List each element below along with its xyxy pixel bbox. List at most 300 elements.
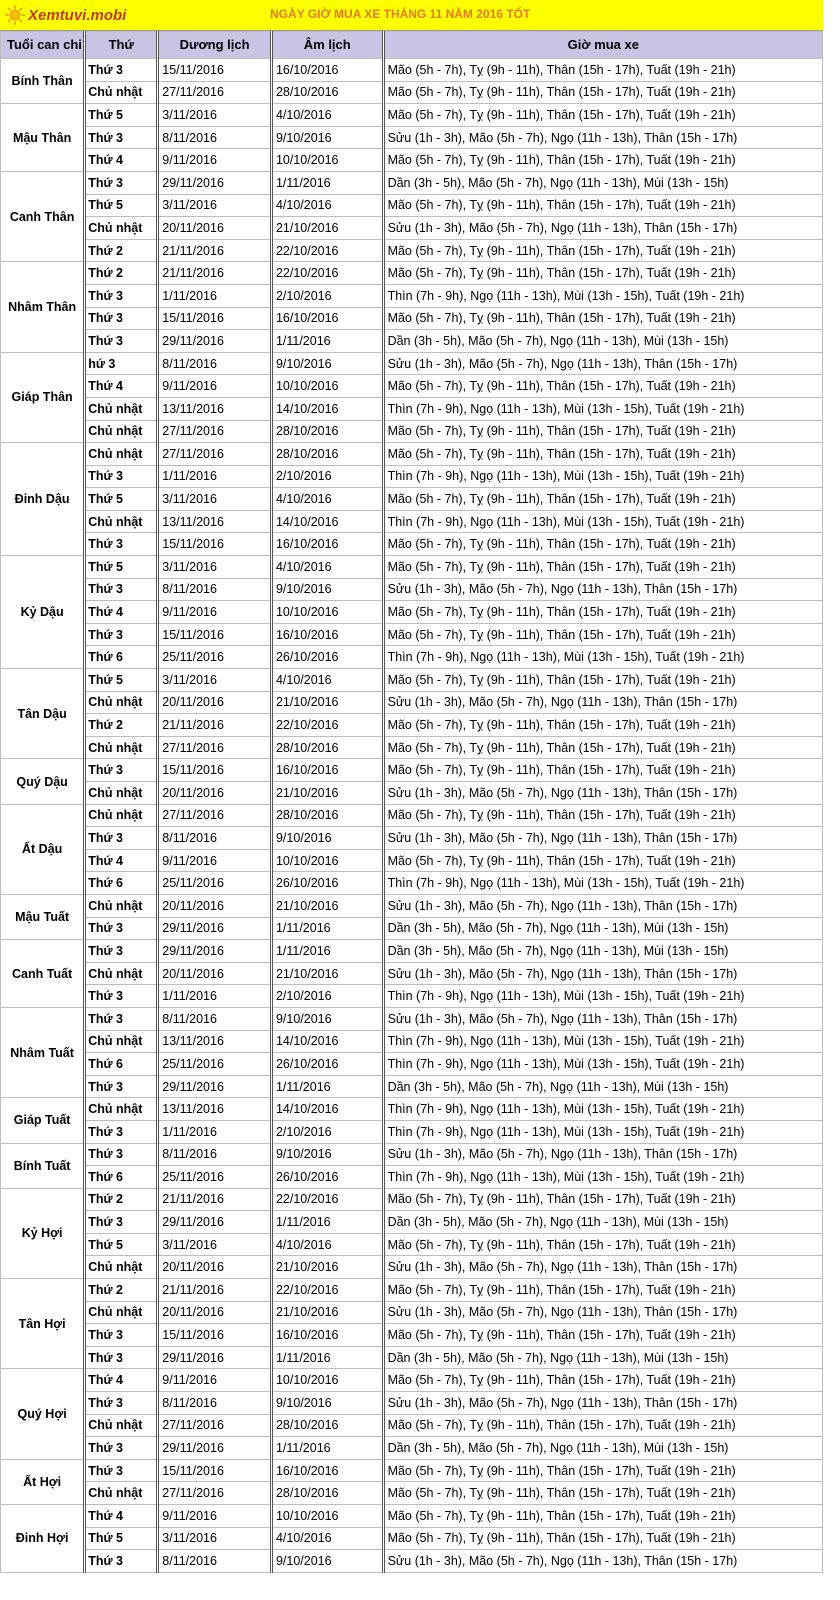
gio-mua-xe-cell: Dần (3h - 5h), Mão (5h - 7h), Ngọ (11h - 13h), Mùi (13h - 15h) xyxy=(383,330,822,353)
am-lich-cell: 9/10/2016 xyxy=(271,1550,383,1573)
thu-cell: Chủ nhật xyxy=(85,397,158,420)
duong-lich-cell: 3/11/2016 xyxy=(158,194,272,217)
tuoi-can-chi-cell: Nhâm Thân xyxy=(1,262,85,352)
duong-lich-cell: 27/11/2016 xyxy=(158,1414,272,1437)
table-row xyxy=(1,1233,823,1256)
duong-lich-cell: 29/11/2016 xyxy=(158,171,272,194)
am-lich-cell: 22/10/2016 xyxy=(271,239,383,262)
gio-mua-xe-cell: Mão (5h - 7h), Tỵ (9h - 11h), Thân (15h - 17h), Tuất (19h - 21h) xyxy=(383,488,822,511)
duong-lich-cell: 8/11/2016 xyxy=(158,1392,272,1415)
header-am-lich: Âm lịch xyxy=(271,32,383,59)
am-lich-cell: 16/10/2016 xyxy=(271,1459,383,1482)
table-row xyxy=(1,894,823,917)
duong-lich-cell: 8/11/2016 xyxy=(158,827,272,850)
am-lich-cell: 2/10/2016 xyxy=(271,284,383,307)
am-lich-cell: 4/10/2016 xyxy=(271,194,383,217)
table-row xyxy=(1,1053,823,1076)
tuoi-can-chi-cell: Tân Dậu xyxy=(1,669,85,759)
thu-cell: Chủ nhật xyxy=(85,804,158,827)
table-row xyxy=(1,1301,823,1324)
thu-cell: Thứ 3 xyxy=(85,1550,158,1573)
table-row xyxy=(1,330,823,353)
gio-mua-xe-cell: Mão (5h - 7h), Tỵ (9h - 11h), Thân (15h - 17h), Tuất (19h - 21h) xyxy=(383,601,822,624)
am-lich-cell: 1/11/2016 xyxy=(271,1075,383,1098)
table-row xyxy=(1,307,823,330)
am-lich-cell: 4/10/2016 xyxy=(271,669,383,692)
am-lich-cell: 21/10/2016 xyxy=(271,962,383,985)
thu-cell: Thứ 6 xyxy=(85,1053,158,1076)
am-lich-cell: 21/10/2016 xyxy=(271,1256,383,1279)
tuoi-can-chi-cell: Ất Hợi xyxy=(1,1459,85,1504)
table-body xyxy=(1,59,823,1573)
am-lich-cell: 16/10/2016 xyxy=(271,623,383,646)
logo[interactable] xyxy=(4,4,126,26)
thu-cell: Thứ 3 xyxy=(85,940,158,963)
thu-cell: Thứ 5 xyxy=(85,194,158,217)
duong-lich-cell: 8/11/2016 xyxy=(158,1007,272,1030)
table-row xyxy=(1,420,823,443)
table-row xyxy=(1,804,823,827)
thu-cell: Thứ 3 xyxy=(85,307,158,330)
tuoi-can-chi-cell: Tân Hợi xyxy=(1,1279,85,1369)
am-lich-cell: 21/10/2016 xyxy=(271,217,383,240)
duong-lich-cell: 29/11/2016 xyxy=(158,917,272,940)
table-row xyxy=(1,872,823,895)
thu-cell: Thứ 3 xyxy=(85,827,158,850)
table-row xyxy=(1,1437,823,1460)
gio-mua-xe-cell: Mão (5h - 7h), Tỵ (9h - 11h), Thân (15h - 17h), Tuất (19h - 21h) xyxy=(383,533,822,556)
table-row xyxy=(1,1459,823,1482)
am-lich-cell: 4/10/2016 xyxy=(271,1233,383,1256)
thu-cell: Chủ nhật xyxy=(85,691,158,714)
table-row xyxy=(1,691,823,714)
duong-lich-cell: 27/11/2016 xyxy=(158,1482,272,1505)
am-lich-cell: 9/10/2016 xyxy=(271,126,383,149)
duong-lich-cell: 27/11/2016 xyxy=(158,420,272,443)
am-lich-cell: 10/10/2016 xyxy=(271,375,383,398)
gio-mua-xe-cell: Mão (5h - 7h), Tỵ (9h - 11h), Thân (15h - 17h), Tuất (19h - 21h) xyxy=(383,1414,822,1437)
logo-text: Xemtuvi.mobi xyxy=(28,6,127,24)
thu-cell: Thứ 5 xyxy=(85,669,158,692)
am-lich-cell: 1/11/2016 xyxy=(271,330,383,353)
gio-mua-xe-cell: Mão (5h - 7h), Tỵ (9h - 11h), Thân (15h - 17h), Tuất (19h - 21h) xyxy=(383,714,822,737)
am-lich-cell: 14/10/2016 xyxy=(271,1030,383,1053)
tuoi-can-chi-cell: Canh Tuất xyxy=(1,940,85,1008)
duong-lich-cell: 20/11/2016 xyxy=(158,894,272,917)
table-row xyxy=(1,827,823,850)
thu-cell: Thứ 2 xyxy=(85,1279,158,1302)
gio-mua-xe-cell: Mão (5h - 7h), Tỵ (9h - 11h), Thân (15h - 17h), Tuất (19h - 21h) xyxy=(383,262,822,285)
gio-mua-xe-cell: Mão (5h - 7h), Tỵ (9h - 11h), Thân (15h - 17h), Tuất (19h - 21h) xyxy=(383,375,822,398)
table-row xyxy=(1,1369,823,1392)
gio-mua-xe-cell: Thìn (7h - 9h), Ngọ (11h - 13h), Mùi (13h - 15h), Tuất (19h - 21h) xyxy=(383,397,822,420)
gio-mua-xe-cell: Thìn (7h - 9h), Ngọ (11h - 13h), Mùi (13h - 15h), Tuất (19h - 21h) xyxy=(383,1053,822,1076)
duong-lich-cell: 1/11/2016 xyxy=(158,465,272,488)
duong-lich-cell: 1/11/2016 xyxy=(158,985,272,1008)
duong-lich-cell: 29/11/2016 xyxy=(158,1211,272,1234)
gio-mua-xe-cell: Mão (5h - 7h), Tỵ (9h - 11h), Thân (15h - 17h), Tuất (19h - 21h) xyxy=(383,1369,822,1392)
table-row xyxy=(1,1075,823,1098)
am-lich-cell: 28/10/2016 xyxy=(271,736,383,759)
am-lich-cell: 28/10/2016 xyxy=(271,1482,383,1505)
am-lich-cell: 1/11/2016 xyxy=(271,917,383,940)
thu-cell: Thứ 5 xyxy=(85,1233,158,1256)
gio-mua-xe-cell: Mão (5h - 7h), Tỵ (9h - 11h), Thân (15h - 17h), Tuất (19h - 21h) xyxy=(383,736,822,759)
table-row xyxy=(1,578,823,601)
thu-cell: Chủ nhật xyxy=(85,782,158,805)
duong-lich-cell: 20/11/2016 xyxy=(158,1256,272,1279)
duong-lich-cell: 25/11/2016 xyxy=(158,872,272,895)
duong-lich-cell: 9/11/2016 xyxy=(158,149,272,172)
gio-mua-xe-cell: Thìn (7h - 9h), Ngọ (11h - 13h), Mùi (13h - 15h), Tuất (19h - 21h) xyxy=(383,465,822,488)
table-row xyxy=(1,1346,823,1369)
table-row xyxy=(1,849,823,872)
gio-mua-xe-cell: Mão (5h - 7h), Tỵ (9h - 11h), Thân (15h - 17h), Tuất (19h - 21h) xyxy=(383,1324,822,1347)
duong-lich-cell: 13/11/2016 xyxy=(158,510,272,533)
duong-lich-cell: 13/11/2016 xyxy=(158,1098,272,1121)
table-row xyxy=(1,714,823,737)
thu-cell: Thứ 3 xyxy=(85,533,158,556)
table-row xyxy=(1,669,823,692)
duong-lich-cell: 8/11/2016 xyxy=(158,1143,272,1166)
am-lich-cell: 22/10/2016 xyxy=(271,714,383,737)
thu-cell: Thứ 3 xyxy=(85,1143,158,1166)
table-row xyxy=(1,646,823,669)
table-row xyxy=(1,759,823,782)
table-row xyxy=(1,488,823,511)
table-row xyxy=(1,194,823,217)
duong-lich-cell: 20/11/2016 xyxy=(158,1301,272,1324)
gio-mua-xe-cell: Sửu (1h - 3h), Mão (5h - 7h), Ngọ (11h - 13h), Thân (15h - 17h) xyxy=(383,962,822,985)
title-bar xyxy=(0,0,823,31)
am-lich-cell: 21/10/2016 xyxy=(271,782,383,805)
gio-mua-xe-cell: Mão (5h - 7h), Tỵ (9h - 11h), Thân (15h - 17h), Tuất (19h - 21h) xyxy=(383,849,822,872)
thu-cell: Thứ 3 xyxy=(85,578,158,601)
gio-mua-xe-cell: Sửu (1h - 3h), Mão (5h - 7h), Ngọ (11h - 13h), Thân (15h - 17h) xyxy=(383,691,822,714)
table-row xyxy=(1,1188,823,1211)
gio-mua-xe-cell: Mão (5h - 7h), Tỵ (9h - 11h), Thân (15h - 17h), Tuất (19h - 21h) xyxy=(383,149,822,172)
tuoi-can-chi-cell: Canh Thân xyxy=(1,171,85,261)
duong-lich-cell: 15/11/2016 xyxy=(158,59,272,82)
am-lich-cell: 4/10/2016 xyxy=(271,556,383,579)
am-lich-cell: 26/10/2016 xyxy=(271,1053,383,1076)
duong-lich-cell: 29/11/2016 xyxy=(158,1346,272,1369)
gio-mua-xe-cell: Sửu (1h - 3h), Mão (5h - 7h), Ngọ (11h - 13h), Thân (15h - 17h) xyxy=(383,1301,822,1324)
table-row xyxy=(1,217,823,240)
duong-lich-cell: 29/11/2016 xyxy=(158,330,272,353)
thu-cell: Thứ 4 xyxy=(85,375,158,398)
thu-cell: Thứ 5 xyxy=(85,1527,158,1550)
gio-mua-xe-cell: Sửu (1h - 3h), Mão (5h - 7h), Ngọ (11h - 13h), Thân (15h - 17h) xyxy=(383,1007,822,1030)
duong-lich-cell: 9/11/2016 xyxy=(158,375,272,398)
am-lich-cell: 1/11/2016 xyxy=(271,171,383,194)
duong-lich-cell: 9/11/2016 xyxy=(158,1369,272,1392)
gio-mua-xe-cell: Thìn (7h - 9h), Ngọ (11h - 13h), Mùi (13h - 15h), Tuất (19h - 21h) xyxy=(383,985,822,1008)
duong-lich-cell: 13/11/2016 xyxy=(158,1030,272,1053)
am-lich-cell: 16/10/2016 xyxy=(271,759,383,782)
table-row xyxy=(1,239,823,262)
duong-lich-cell: 3/11/2016 xyxy=(158,669,272,692)
gio-mua-xe-cell: Mão (5h - 7h), Tỵ (9h - 11h), Thân (15h - 17h), Tuất (19h - 21h) xyxy=(383,1459,822,1482)
table-row xyxy=(1,510,823,533)
am-lich-cell: 9/10/2016 xyxy=(271,827,383,850)
thu-cell: Chủ nhật xyxy=(85,1256,158,1279)
table-row xyxy=(1,59,823,82)
gio-mua-xe-cell: Thìn (7h - 9h), Ngọ (11h - 13h), Mùi (13h - 15h), Tuất (19h - 21h) xyxy=(383,1030,822,1053)
gio-mua-xe-cell: Thìn (7h - 9h), Ngọ (11h - 13h), Mùi (13h - 15h), Tuất (19h - 21h) xyxy=(383,1120,822,1143)
am-lich-cell: 9/10/2016 xyxy=(271,1143,383,1166)
gio-mua-xe-cell: Thìn (7h - 9h), Ngọ (11h - 13h), Mùi (13h - 15h), Tuất (19h - 21h) xyxy=(383,284,822,307)
thu-cell: Thứ 6 xyxy=(85,1166,158,1189)
thu-cell: Chủ nhật xyxy=(85,894,158,917)
am-lich-cell: 10/10/2016 xyxy=(271,601,383,624)
gio-mua-xe-cell: Mão (5h - 7h), Tỵ (9h - 11h), Thân (15h - 17h), Tuất (19h - 21h) xyxy=(383,1233,822,1256)
thu-cell: Chủ nhật xyxy=(85,217,158,240)
thu-cell: Thứ 6 xyxy=(85,646,158,669)
am-lich-cell: 2/10/2016 xyxy=(271,465,383,488)
table-row xyxy=(1,962,823,985)
duong-lich-cell: 15/11/2016 xyxy=(158,307,272,330)
tuoi-can-chi-cell: Bính Thân xyxy=(1,59,85,104)
table-row xyxy=(1,940,823,963)
gio-mua-xe-cell: Mão (5h - 7h), Tỵ (9h - 11h), Thân (15h - 17h), Tuất (19h - 21h) xyxy=(383,420,822,443)
thu-cell: Thứ 4 xyxy=(85,849,158,872)
thu-cell: Thứ 5 xyxy=(85,488,158,511)
am-lich-cell: 16/10/2016 xyxy=(271,59,383,82)
duong-lich-cell: 13/11/2016 xyxy=(158,397,272,420)
am-lich-cell: 4/10/2016 xyxy=(271,488,383,511)
tuoi-can-chi-cell: Đinh Hợi xyxy=(1,1505,85,1573)
header-thu: Thứ xyxy=(85,32,158,59)
thu-cell: Chủ nhật xyxy=(85,1030,158,1053)
thu-cell: Thứ 3 xyxy=(85,1324,158,1347)
am-lich-cell: 28/10/2016 xyxy=(271,804,383,827)
header-gio-mua-xe: Giờ mua xe xyxy=(383,32,822,59)
table-row xyxy=(1,1030,823,1053)
gio-mua-xe-cell: Dần (3h - 5h), Mão (5h - 7h), Ngọ (11h - 13h), Mùi (13h - 15h) xyxy=(383,917,822,940)
am-lich-cell: 14/10/2016 xyxy=(271,1098,383,1121)
am-lich-cell: 1/11/2016 xyxy=(271,940,383,963)
duong-lich-cell: 27/11/2016 xyxy=(158,804,272,827)
am-lich-cell: 26/10/2016 xyxy=(271,646,383,669)
am-lich-cell: 16/10/2016 xyxy=(271,1324,383,1347)
thu-cell: Thứ 3 xyxy=(85,759,158,782)
duong-lich-cell: 29/11/2016 xyxy=(158,1437,272,1460)
buy-car-days-table xyxy=(0,31,823,1573)
gio-mua-xe-cell: Sửu (1h - 3h), Mão (5h - 7h), Ngọ (11h - 13h), Thân (15h - 17h) xyxy=(383,894,822,917)
duong-lich-cell: 21/11/2016 xyxy=(158,239,272,262)
thu-cell: Thứ 3 xyxy=(85,1211,158,1234)
am-lich-cell: 10/10/2016 xyxy=(271,849,383,872)
duong-lich-cell: 9/11/2016 xyxy=(158,1505,272,1528)
thu-cell: Thứ 3 xyxy=(85,126,158,149)
am-lich-cell: 2/10/2016 xyxy=(271,1120,383,1143)
am-lich-cell: 21/10/2016 xyxy=(271,1301,383,1324)
am-lich-cell: 28/10/2016 xyxy=(271,443,383,466)
duong-lich-cell: 15/11/2016 xyxy=(158,1459,272,1482)
duong-lich-cell: 8/11/2016 xyxy=(158,578,272,601)
am-lich-cell: 22/10/2016 xyxy=(271,1279,383,1302)
gio-mua-xe-cell: Mão (5h - 7h), Tỵ (9h - 11h), Thân (15h - 17h), Tuất (19h - 21h) xyxy=(383,1279,822,1302)
gio-mua-xe-cell: Sửu (1h - 3h), Mão (5h - 7h), Ngọ (11h - 13h), Thân (15h - 17h) xyxy=(383,352,822,375)
table-row xyxy=(1,375,823,398)
am-lich-cell: 2/10/2016 xyxy=(271,985,383,1008)
am-lich-cell: 9/10/2016 xyxy=(271,352,383,375)
thu-cell: Thứ 2 xyxy=(85,714,158,737)
thu-cell: Chủ nhật xyxy=(85,736,158,759)
am-lich-cell: 1/11/2016 xyxy=(271,1211,383,1234)
table-row xyxy=(1,736,823,759)
thu-cell: Thứ 3 xyxy=(85,171,158,194)
am-lich-cell: 14/10/2016 xyxy=(271,510,383,533)
table-row xyxy=(1,465,823,488)
table-row xyxy=(1,126,823,149)
gio-mua-xe-cell: Thìn (7h - 9h), Ngọ (11h - 13h), Mùi (13h - 15h), Tuất (19h - 21h) xyxy=(383,646,822,669)
duong-lich-cell: 9/11/2016 xyxy=(158,601,272,624)
table-row xyxy=(1,533,823,556)
thu-cell: Thứ 2 xyxy=(85,262,158,285)
thu-cell: Chủ nhật xyxy=(85,1098,158,1121)
duong-lich-cell: 25/11/2016 xyxy=(158,646,272,669)
thu-cell: Thứ 4 xyxy=(85,1369,158,1392)
gio-mua-xe-cell: Sửu (1h - 3h), Mão (5h - 7h), Ngọ (11h - 13h), Thân (15h - 17h) xyxy=(383,1392,822,1415)
duong-lich-cell: 15/11/2016 xyxy=(158,623,272,646)
duong-lich-cell: 3/11/2016 xyxy=(158,556,272,579)
table-row xyxy=(1,1414,823,1437)
duong-lich-cell: 8/11/2016 xyxy=(158,1550,272,1573)
am-lich-cell: 14/10/2016 xyxy=(271,397,383,420)
tuoi-can-chi-cell: Nhâm Tuất xyxy=(1,1007,85,1097)
thu-cell: Chủ nhật xyxy=(85,81,158,104)
duong-lich-cell: 9/11/2016 xyxy=(158,849,272,872)
am-lich-cell: 22/10/2016 xyxy=(271,262,383,285)
table-row xyxy=(1,1392,823,1415)
table-row xyxy=(1,556,823,579)
tuoi-can-chi-cell: Đinh Dậu xyxy=(1,443,85,556)
sun-logo-icon xyxy=(4,4,26,26)
table-row xyxy=(1,1527,823,1550)
duong-lich-cell: 20/11/2016 xyxy=(158,782,272,805)
gio-mua-xe-cell: Mão (5h - 7h), Tỵ (9h - 11h), Thân (15h - 17h), Tuất (19h - 21h) xyxy=(383,239,822,262)
am-lich-cell: 9/10/2016 xyxy=(271,578,383,601)
thu-cell: Thứ 3 xyxy=(85,917,158,940)
thu-cell: Chủ nhật xyxy=(85,1414,158,1437)
thu-cell: Thứ 5 xyxy=(85,556,158,579)
am-lich-cell: 10/10/2016 xyxy=(271,1369,383,1392)
table-row xyxy=(1,443,823,466)
tuoi-can-chi-cell: Kỷ Hợi xyxy=(1,1188,85,1278)
am-lich-cell: 28/10/2016 xyxy=(271,81,383,104)
gio-mua-xe-cell: Sửu (1h - 3h), Mão (5h - 7h), Ngọ (11h - 13h), Thân (15h - 17h) xyxy=(383,126,822,149)
gio-mua-xe-cell: Mão (5h - 7h), Tỵ (9h - 11h), Thân (15h - 17h), Tuất (19h - 21h) xyxy=(383,556,822,579)
am-lich-cell: 1/11/2016 xyxy=(271,1346,383,1369)
table-row xyxy=(1,284,823,307)
thu-cell: Thứ 3 xyxy=(85,985,158,1008)
gio-mua-xe-cell: Mão (5h - 7h), Tỵ (9h - 11h), Thân (15h - 17h), Tuất (19h - 21h) xyxy=(383,307,822,330)
gio-mua-xe-cell: Sửu (1h - 3h), Mão (5h - 7h), Ngọ (11h - 13h), Thân (15h - 17h) xyxy=(383,578,822,601)
header-tuoi-can-chi: Tuổi can chi xyxy=(1,32,85,59)
gio-mua-xe-cell: Mão (5h - 7h), Tỵ (9h - 11h), Thân (15h - 17h), Tuất (19h - 21h) xyxy=(383,59,822,82)
gio-mua-xe-cell: Mão (5h - 7h), Tỵ (9h - 11h), Thân (15h - 17h), Tuất (19h - 21h) xyxy=(383,1505,822,1528)
thu-cell: Thứ 3 xyxy=(85,1075,158,1098)
thu-cell: Chủ nhật xyxy=(85,420,158,443)
gio-mua-xe-cell: Sửu (1h - 3h), Mão (5h - 7h), Ngọ (11h - 13h), Thân (15h - 17h) xyxy=(383,1550,822,1573)
tuoi-can-chi-cell: Bính Tuất xyxy=(1,1143,85,1188)
thu-cell: Chủ nhật xyxy=(85,443,158,466)
table-row xyxy=(1,104,823,127)
table-row xyxy=(1,985,823,1008)
duong-lich-cell: 3/11/2016 xyxy=(158,488,272,511)
table-row xyxy=(1,1279,823,1302)
gio-mua-xe-cell: Mão (5h - 7h), Tỵ (9h - 11h), Thân (15h - 17h), Tuất (19h - 21h) xyxy=(383,804,822,827)
table-row xyxy=(1,917,823,940)
duong-lich-cell: 21/11/2016 xyxy=(158,1279,272,1302)
gio-mua-xe-cell: Mão (5h - 7h), Tỵ (9h - 11h), Thân (15h - 17h), Tuất (19h - 21h) xyxy=(383,623,822,646)
gio-mua-xe-cell: Sửu (1h - 3h), Mão (5h - 7h), Ngọ (11h - 13h), Thân (15h - 17h) xyxy=(383,1143,822,1166)
duong-lich-cell: 8/11/2016 xyxy=(158,352,272,375)
header-duong-lich: Dương lịch xyxy=(158,32,272,59)
thu-cell: Chủ nhật xyxy=(85,1482,158,1505)
tuoi-can-chi-cell: Quý Hợi xyxy=(1,1369,85,1459)
gio-mua-xe-cell: Thìn (7h - 9h), Ngọ (11h - 13h), Mùi (13h - 15h), Tuất (19h - 21h) xyxy=(383,1098,822,1121)
gio-mua-xe-cell: Dần (3h - 5h), Mão (5h - 7h), Ngọ (11h - 13h), Mùi (13h - 15h) xyxy=(383,1437,822,1460)
duong-lich-cell: 27/11/2016 xyxy=(158,81,272,104)
duong-lich-cell: 15/11/2016 xyxy=(158,759,272,782)
duong-lich-cell: 29/11/2016 xyxy=(158,940,272,963)
table-row xyxy=(1,352,823,375)
gio-mua-xe-cell: Mão (5h - 7h), Tỵ (9h - 11h), Thân (15h - 17h), Tuất (19h - 21h) xyxy=(383,1188,822,1211)
duong-lich-cell: 27/11/2016 xyxy=(158,736,272,759)
am-lich-cell: 10/10/2016 xyxy=(271,1505,383,1528)
duong-lich-cell: 29/11/2016 xyxy=(158,1075,272,1098)
duong-lich-cell: 20/11/2016 xyxy=(158,217,272,240)
table-row xyxy=(1,1120,823,1143)
thu-cell: Thứ 5 xyxy=(85,104,158,127)
duong-lich-cell: 25/11/2016 xyxy=(158,1053,272,1076)
gio-mua-xe-cell: Sửu (1h - 3h), Mão (5h - 7h), Ngọ (11h - 13h), Thân (15h - 17h) xyxy=(383,782,822,805)
duong-lich-cell: 20/11/2016 xyxy=(158,962,272,985)
thu-cell: Thứ 3 xyxy=(85,623,158,646)
am-lich-cell: 22/10/2016 xyxy=(271,1188,383,1211)
table-row xyxy=(1,1166,823,1189)
table-row xyxy=(1,1143,823,1166)
gio-mua-xe-cell: Mão (5h - 7h), Tỵ (9h - 11h), Thân (15h - 17h), Tuất (19h - 21h) xyxy=(383,669,822,692)
gio-mua-xe-cell: Sửu (1h - 3h), Mão (5h - 7h), Ngọ (11h - 13h), Thân (15h - 17h) xyxy=(383,827,822,850)
thu-cell: Chủ nhật xyxy=(85,1301,158,1324)
thu-cell: Thứ 4 xyxy=(85,1505,158,1528)
duong-lich-cell: 21/11/2016 xyxy=(158,1188,272,1211)
am-lich-cell: 21/10/2016 xyxy=(271,691,383,714)
page-title: NGÀY GIỜ MUA XE THÁNG 11 NĂM 2016 TỐT xyxy=(270,7,531,21)
duong-lich-cell: 21/11/2016 xyxy=(158,262,272,285)
thu-cell: hứ 3 xyxy=(85,352,158,375)
tuoi-can-chi-cell: Giáp Tuất xyxy=(1,1098,85,1143)
duong-lich-cell: 1/11/2016 xyxy=(158,284,272,307)
thu-cell: Thứ 3 xyxy=(85,1459,158,1482)
thu-cell: Chủ nhật xyxy=(85,962,158,985)
gio-mua-xe-cell: Mão (5h - 7h), Tỵ (9h - 11h), Thân (15h - 17h), Tuất (19h - 21h) xyxy=(383,1527,822,1550)
gio-mua-xe-cell: Mão (5h - 7h), Tỵ (9h - 11h), Thân (15h - 17h), Tuất (19h - 21h) xyxy=(383,759,822,782)
table-row xyxy=(1,262,823,285)
duong-lich-cell: 1/11/2016 xyxy=(158,1120,272,1143)
am-lich-cell: 9/10/2016 xyxy=(271,1392,383,1415)
gio-mua-xe-cell: Sửu (1h - 3h), Mão (5h - 7h), Ngọ (11h - 13h), Thân (15h - 17h) xyxy=(383,217,822,240)
gio-mua-xe-cell: Dần (3h - 5h), Mão (5h - 7h), Ngọ (11h - 13h), Mùi (13h - 15h) xyxy=(383,940,822,963)
duong-lich-cell: 8/11/2016 xyxy=(158,126,272,149)
am-lich-cell: 9/10/2016 xyxy=(271,1007,383,1030)
thu-cell: Thứ 3 xyxy=(85,465,158,488)
table-row xyxy=(1,81,823,104)
